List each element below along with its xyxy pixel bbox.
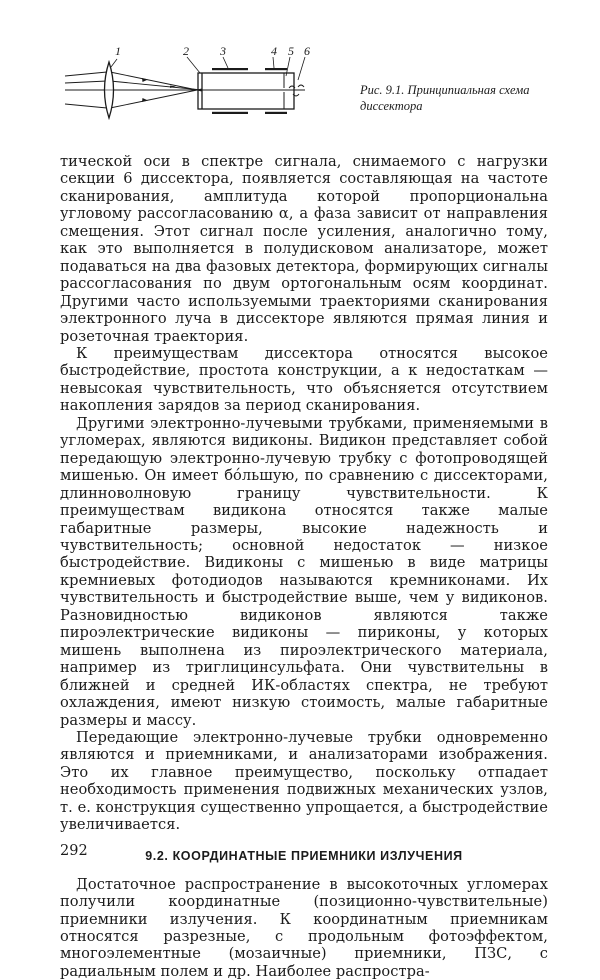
paragraph-1: тической оси в спектре сигнала, снимаемого с нагрузки секции 6 диссектора, появляется составляющая на частоте сканирования, амплитуда которой пропорциональна угловому рассогласованию α, а фаза зависит от направления смещения. Этот сигнал после усиления, аналогично тому, как это выполняется в полудисковом анализаторе, может подаваться на два фазовых детектора, формирующих сигналы рассогласования по двум ортогональным осям координат. Другими часто используемыми траекториями сканирования электронного луча в диссекторе являются прямая линия и розеточная траектория. bbox=[60, 153, 548, 345]
figure-label-3: 3 bbox=[220, 44, 226, 58]
paragraph-2: К преимуществам диссектора относятся высокое быстродействие, простота конструкции, а к недостаткам —невысокая чувствительность, что объясняется отсутствием накопления зарядов за период сканирования. bbox=[60, 344, 548, 415]
page-number: 292 bbox=[60, 843, 88, 859]
dissector-diagram bbox=[60, 40, 360, 140]
paragraph-4: Передающие электронно-лучевые трубки одновременно являются и приемниками, и анализаторами изображения. Это их главное преимущество, поскольку отпадает необходимость применения подвижных механических узлов, т. е. конструкция существенно упрощается, а быстродействие увеличивается. bbox=[60, 728, 548, 834]
figure-label-6: 6 bbox=[304, 44, 310, 58]
paragraph-3: Другими электронно-лучевыми трубками, применяемыми в угломерах, являются видиконы. Видикон представляет собой передающую электронно-лучевую трубку с фотопроводящей мишенью. Он имеет бóльшую, по сравнению с диссекторами, длинноволновую границу чувствительности. К преимуществам видикона относятся также малые габаритные размеры, высокие надежность и чувствительность; основной недостаток — низкое быстродействие. Видиконы с мишенью в виде матрицы кремниевых фотодиодов называются кремниконами. Их чувствительность и быстродействие выше, чем у видиконов. Разновидностью видиконов являются также пироэлектрические видиконы — пириконы, у которых мишень выполнена из пироэлектрического материала, например из триглицинсульфата. Они чувствительны в ближней и средней ИК-областях спектра, не требуют охлаждения, имеют низкую стоимость, малые габаритные размеры и массу. bbox=[60, 414, 548, 729]
page-body bbox=[60, 153, 548, 980]
figure-label-2: 2 bbox=[183, 44, 189, 58]
paragraph-5: Достаточное распространение в высокоточных угломерах получили координатные (позиционно-чувствительные) приемники излучения. К координатным приемникам относятся разрезные, с продольным фотоэффектом, многоэлементные (мозаичные) приемники, ПЗС, с радиальным полем и др. Наиболее распростра- bbox=[60, 875, 548, 980]
section-heading: 9.2. КООРДИНАТНЫЕ ПРИЕМНИКИ ИЗЛУЧЕНИЯ bbox=[145, 848, 463, 863]
figure-label-5: 5 bbox=[288, 44, 294, 58]
figure-caption: Рис. 9.1. Принципиальная схема диссектора bbox=[360, 83, 530, 113]
figure-label-4: 4 bbox=[271, 44, 277, 58]
figure-label-1: 1 bbox=[115, 44, 121, 58]
